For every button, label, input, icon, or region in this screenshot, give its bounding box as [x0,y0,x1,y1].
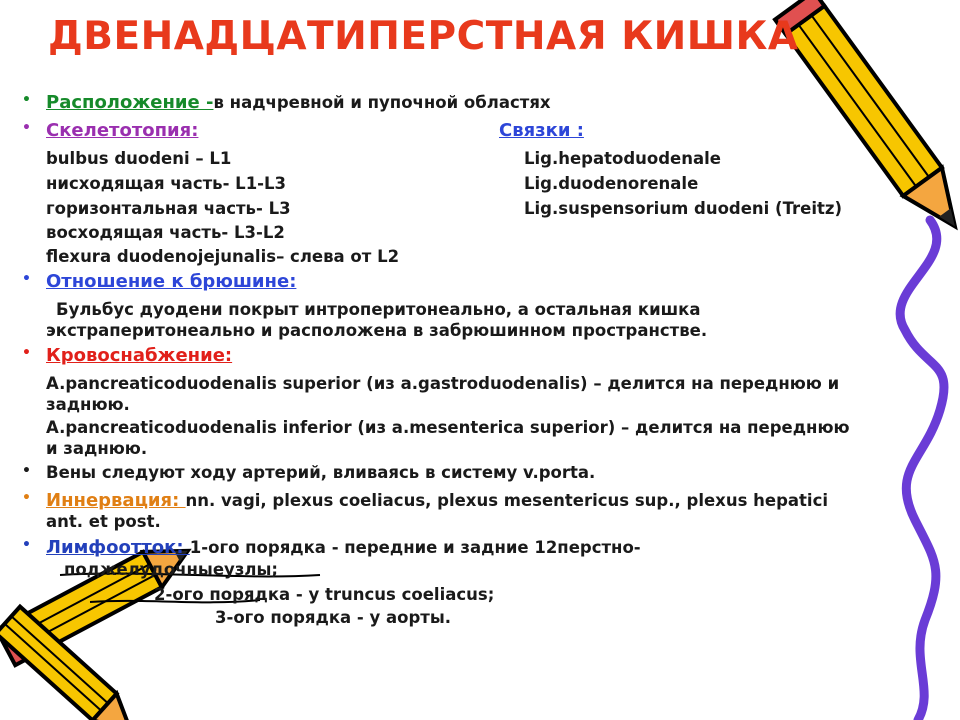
peritoneum-heading: Отношение к брюшине: [46,271,297,292]
bullet: • [22,345,31,361]
ligament-item: Lig.duodenorenale [524,174,699,193]
bullet: • [22,271,31,287]
skeletotopy-item: восходящая часть- L3-L2 [46,223,285,242]
blood-supply-heading-line [46,345,232,366]
skeletotopy-item: горизонтальная часть- L3 [46,199,291,218]
bullet: • [22,463,31,479]
skeletotopy-item: flexura duodenojejunalis– слева от L2 [46,247,400,266]
location-heading: Расположение - [46,92,214,113]
blood-supply-text: A.pancreaticoduodenalis inferior (из a.mesenterica superior) – делится на переднюю [46,418,850,437]
innervation-text: nn. vagi, plexus coeliacus, plexus mesentericus sup., plexus hepatici [185,491,828,510]
lymph-heading: Лимфоотток: [46,537,190,558]
ligament-item: Lig.hepatoduodenale [524,149,721,168]
squiggle-line [900,220,944,720]
lymph-line [46,537,641,558]
peritoneum-text: экстраперитонеально и расположена в забрюшинном пространстве. [46,321,708,340]
slide-title: ДВЕНАДЦАТИПЕРСТНАЯ КИШКА [48,14,799,59]
location-line [46,92,551,113]
skeletotopy-heading-line [46,120,198,141]
blood-supply-text: A.pancreaticoduodenalis superior (из a.gastroduodenalis) – делится на переднюю и [46,374,840,393]
peritoneum-text: Бульбус дуодени покрыт интроперитонеально, а остальная кишка [56,300,701,319]
bullet: • [22,537,31,553]
skeletotopy-item: bulbus duodeni – L1 [46,149,232,168]
lymph-text-2: поджелудочныеузлы; [64,560,278,579]
innervation-text-2: ant. et post. [46,512,161,531]
ligament-item: Lig.suspensorium duodeni (Treitz) [524,199,843,218]
blood-supply-text: и заднюю. [46,439,148,458]
lymph-text-3: 2-ого порядка - у truncus coeliacus; [154,585,495,604]
blood-supply-heading: Кровоснабжение: [46,345,233,366]
ligaments-heading: Связки : [499,120,584,141]
lymph-text: 1-ого порядка - передние и задние 12перстно- [189,538,641,557]
bullet: • [22,120,31,136]
peritoneum-heading-line [46,271,296,292]
lymph-text-4: 3-ого порядка - у аорты. [215,608,452,627]
innervation-heading: Иннервация: [46,490,186,511]
blood-supply-text: заднюю. [46,395,130,414]
skeletotopy-heading: Скелетотопия: [46,120,199,141]
bullet: • [22,490,31,506]
ligaments-heading-line [499,120,584,141]
bullet: • [22,92,31,108]
skeletotopy-item: нисходящая часть- L1-L3 [46,174,287,193]
innervation-line [46,490,828,511]
veins-text: Вены следуют ходу артерий, вливаясь в систему v.porta. [46,463,596,482]
location-text: в надчревной и пупочной областях [213,93,551,112]
